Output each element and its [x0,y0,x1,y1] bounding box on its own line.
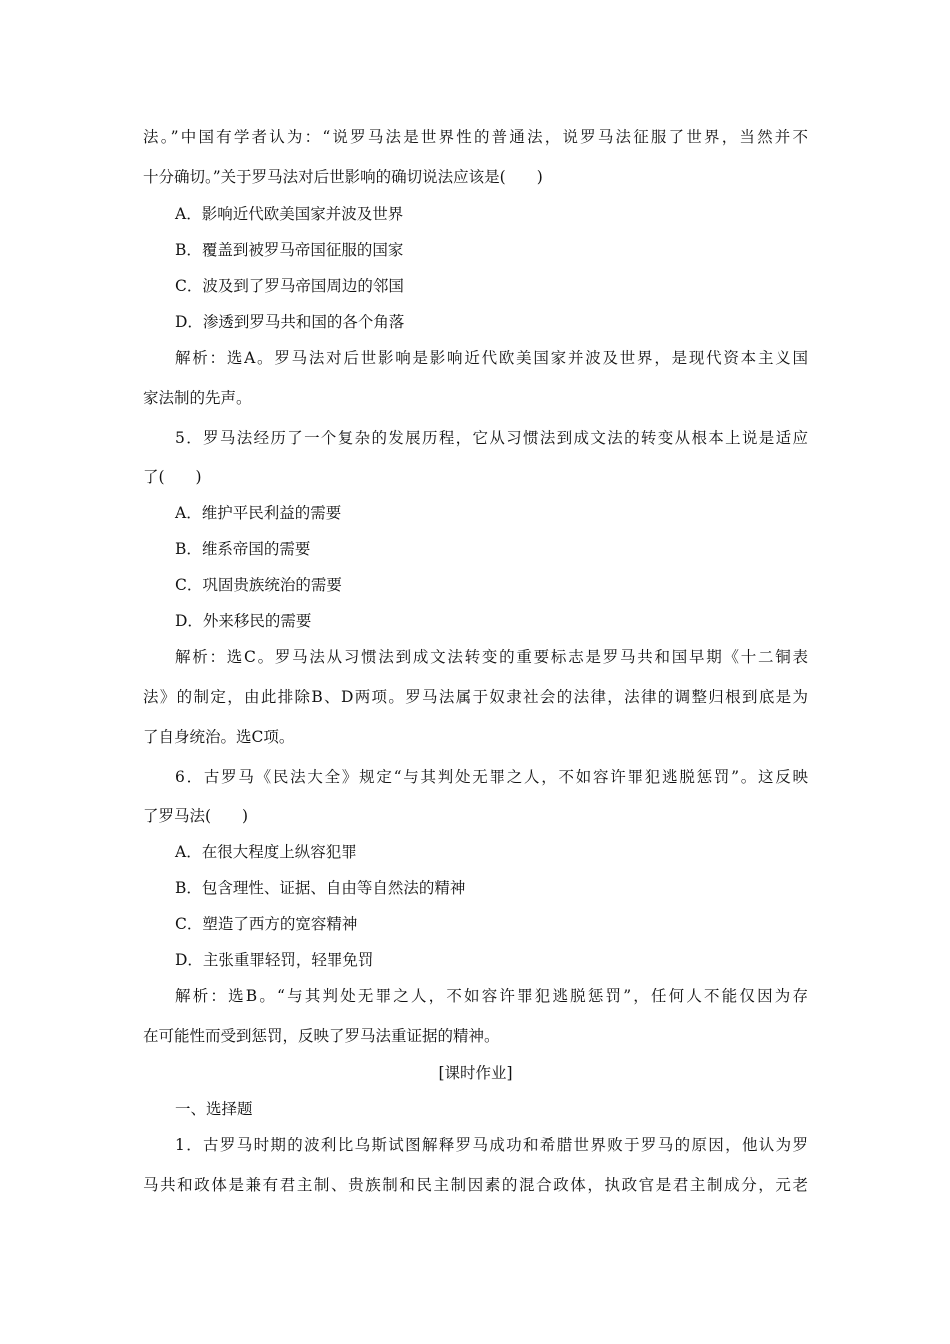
option-a: A．在很大程度上纵容犯罪 [175,843,357,861]
text-line: 法。”中国有学者认为：“说罗马法是世界性的普通法，说罗马法征服了世界，当然并不 [143,128,808,146]
option-b: B．维系帝国的需要 [175,540,311,558]
question-5: 5．罗马法经历了一个复杂的发展历程，它从习惯法到成文法的转变从根本上说是适应 [175,429,808,447]
option-d: D．外来移民的需要 [175,612,312,630]
question-1: 1．古罗马时期的波利比乌斯试图解释罗马成功和希腊世界败于罗马的原因，他认为罗 [175,1136,808,1154]
option-b: B．包含理性、证据、自由等自然法的精神 [175,879,466,897]
option-d: D．主张重罪轻罚，轻罪免罚 [175,951,374,969]
analysis-text: 家法制的先声。 [143,389,252,407]
option-c: C．塑造了西方的宽容精神 [175,915,358,933]
section-heading: [课时作业] [438,1064,513,1082]
option-b: B．覆盖到被罗马帝国征服的国家 [175,241,404,259]
question-6: 了罗马法( ) [143,807,249,825]
option-a: A．维护平民利益的需要 [175,504,342,522]
analysis-text: 解析：选A。罗马法对后世影响是影响近代欧美国家并波及世界，是现代资本主义国 [175,349,808,367]
option-c: C．巩固贵族统治的需要 [175,576,342,594]
analysis-text: 法》的制定，由此排除B、D两项。罗马法属于奴隶社会的法律，法律的调整归根到底是为 [143,688,808,706]
analysis-text: 解析：选C。罗马法从习惯法到成文法转变的重要标志是罗马共和国早期《十二铜表 [175,648,808,666]
analysis-text: 解析：选B。“与其判处无罪之人，不如容许罪犯逃脱惩罚”，任何人不能仅因为存 [175,987,808,1005]
analysis-text: 在可能性而受到惩罚，反映了罗马法重证据的精神。 [143,1027,500,1045]
option-d: D．渗透到罗马共和国的各个角落 [175,313,405,331]
question-1: 马共和政体是兼有君主制、贵族制和民主制因素的混合政体，执政官是君主制成分，元老 [143,1176,808,1194]
subsection-heading: 一、选择题 [175,1100,253,1118]
question-6: 6．古罗马《民法大全》规定“与其判处无罪之人，不如容许罪犯逃脱惩罚”。这反映 [175,768,808,786]
text-line: 十分确切。”关于罗马法对后世影响的确切说法应该是( ) [143,168,543,186]
analysis-text: 了自身统治。选C项。 [143,728,295,746]
question-5: 了( ) [143,468,202,486]
option-a: A．影响近代欧美国家并波及世界 [175,205,404,223]
option-c: C．波及到了罗马帝国周边的邻国 [175,277,404,295]
